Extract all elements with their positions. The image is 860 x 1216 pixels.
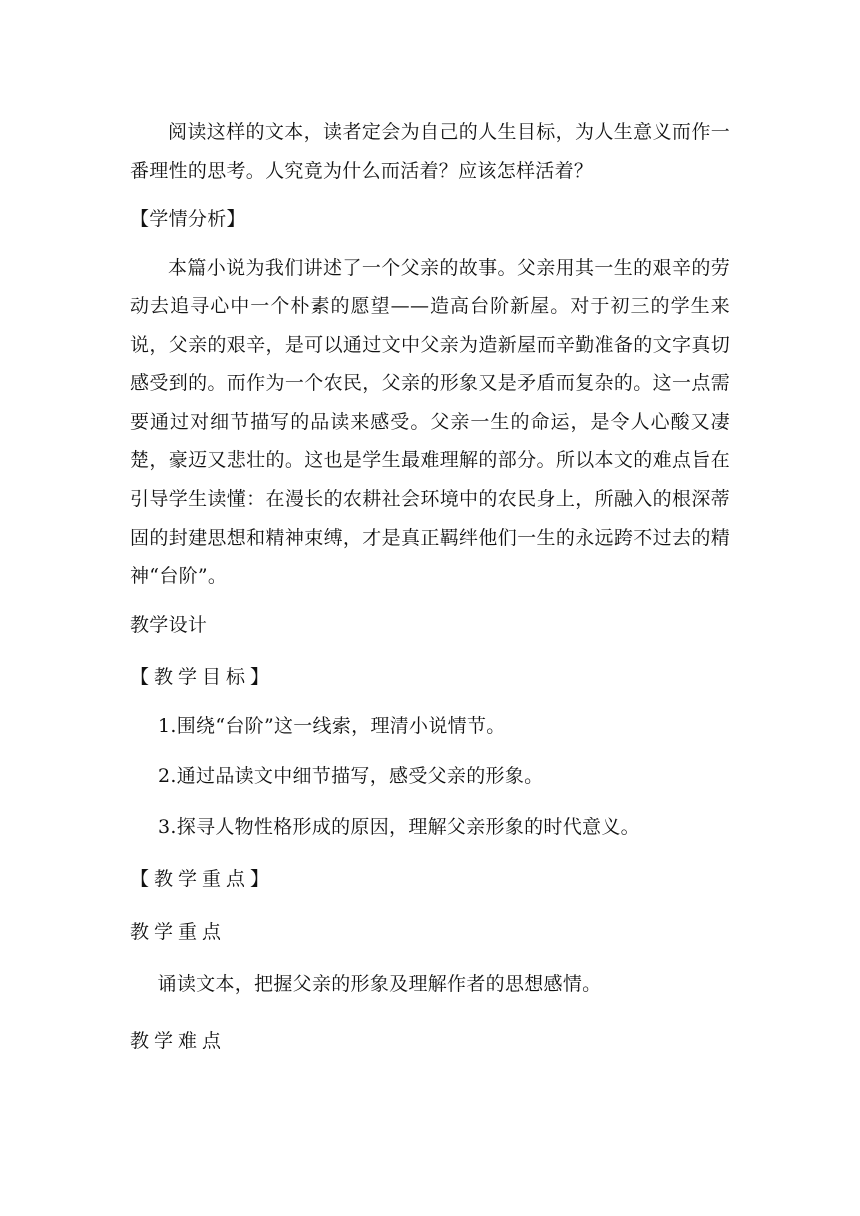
goal-item: 1.围绕“台阶”这一线索，理清小说情节。 [158,714,506,737]
difficulties-label: 教学难点 [130,1029,227,1052]
section-heading-teaching-goals: 【教学目标】 [130,666,275,689]
teaching-design-title: 教学设计 [130,613,208,636]
goal-item: 2.通过品读文中细节描写，感受父亲的形象。 [158,765,544,788]
key-points-text: 诵读文本，把握父亲的形象及理解作者的思想感情。 [157,973,602,996]
student-analysis-paragraph: 本篇小说为我们讲述了一个父亲的故事。父亲用其一生的艰辛的劳动去追寻心中一个朴素的愿望——造高台阶新屋。对于初三的学生来说，父亲的艰辛，是可以通过文中父亲为造新屋而辛勤准备的文字真切感受到的。而作为一个农民，父亲的形象又是矛盾而复杂的。这一点需要通过对细节描写的品读来感受。父亲一生的命运，是令人心酸又凄楚，豪迈又悲壮的。这也是学生最难理解的部分。所以本文的难点旨在引导学生读懂：在漫长的农耕社会环境中的农民身上，所融入的根深蒂固的封建思想和精神束缚，才是真正羁绊他们一生的永远跨不过去的精神“台阶”。 [130,256,730,588]
goal-item: 3.探寻人物性格形成的原因，理解父亲形象的时代意义。 [158,815,640,838]
intro-paragraph: 阅读这样的文本，读者定会为自己的人生目标，为人生意义而作一番理性的思考。人究竟为什么而活着？应该怎样活着？ [130,121,730,182]
document-body [130,113,730,1060]
section-heading-key-points: 【教学重点】 [130,868,275,891]
section-heading-student-analysis: 【学情分析】 [130,208,246,230]
key-points-label: 教学重点 [130,920,227,943]
